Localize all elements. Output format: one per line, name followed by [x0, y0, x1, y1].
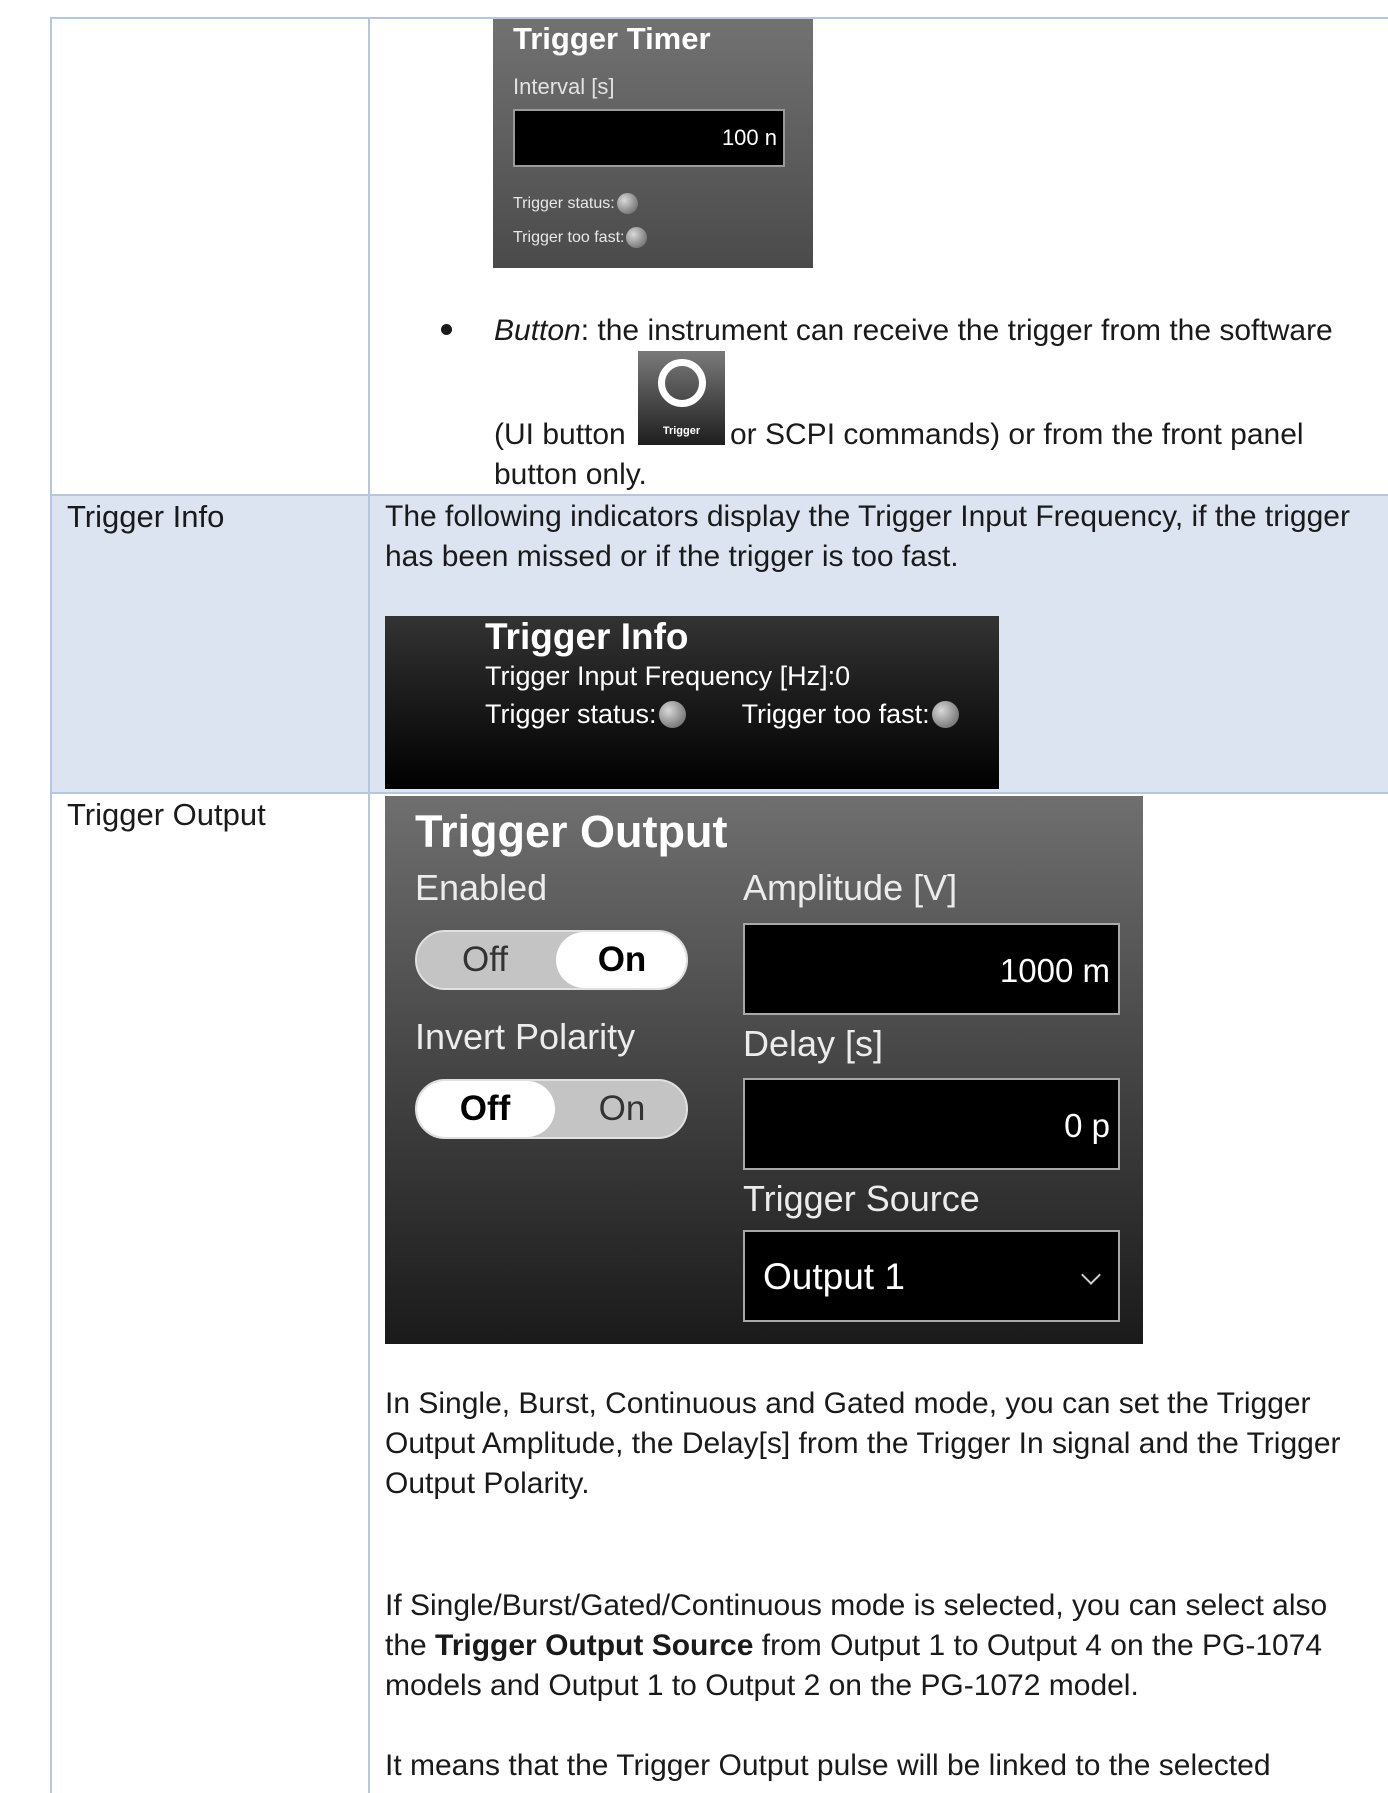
trigger-too-fast-label: Trigger too fast:: [513, 228, 625, 246]
trigger-target-icon: [658, 359, 706, 407]
trigger-ui-button[interactable]: [638, 351, 725, 445]
trigger-input-frequency-value: 0: [835, 661, 851, 691]
trigger-timer-panel: [493, 19, 813, 268]
trigger-input-frequency-label: Trigger Input Frequency [Hz]:: [485, 661, 836, 691]
trigger-timer-title: Trigger Timer: [513, 21, 711, 56]
trigger-status-row: [513, 193, 638, 214]
bullet-icon: [441, 324, 452, 335]
trigger-info-panel: [385, 616, 999, 789]
trigger-info-too-fast-label: Trigger too fast:: [741, 699, 930, 729]
invert-on-option[interactable]: On: [598, 1089, 646, 1128]
trigger-status-label: Trigger status:: [513, 194, 615, 212]
invert-polarity-label: Invert Polarity: [415, 1016, 636, 1057]
enabled-off-option[interactable]: Off: [461, 940, 509, 979]
trigger-button-caption: Trigger: [662, 425, 701, 437]
enabled-label: Enabled: [415, 867, 548, 908]
table-row-divider: [50, 792, 1388, 794]
trigger-info-too-fast-led-icon: [932, 701, 959, 728]
trigger-output-p2-line2-c: from Output 1 to Output 4 on the PG-1074: [753, 1629, 1323, 1662]
table-column-divider: [368, 17, 370, 1793]
interval-label: Interval [s]: [513, 74, 615, 99]
amplitude-input[interactable]: [743, 923, 1120, 1015]
delay-label: Delay [s]: [743, 1023, 884, 1064]
trigger-source-select[interactable]: [743, 1230, 1120, 1322]
trigger-input-frequency-row: [485, 661, 850, 692]
table-row-divider: [50, 494, 1388, 496]
chevron-down-icon[interactable]: [1081, 1265, 1101, 1285]
trigger-output-p1-line2: Output Amplitude, the Delay[s] from the Trigger In signal and the Trigger: [385, 1427, 1341, 1460]
button-item-line2a: (UI button: [494, 418, 626, 451]
trigger-output-p2-line1: If Single/Burst/Gated/Continuous mode is selected, you can select also: [385, 1589, 1328, 1622]
invert-off-option[interactable]: Off: [459, 1089, 511, 1128]
trigger-info-status-label: Trigger status:: [485, 699, 657, 729]
amplitude-value: 1000 m: [999, 952, 1110, 989]
trigger-too-fast-row: [513, 227, 647, 248]
trigger-info-desc-line1: The following indicators display the Trigger Input Frequency, if the trigger: [385, 500, 1350, 533]
button-item-line1: [494, 311, 1333, 351]
delay-input[interactable]: [743, 1078, 1120, 1170]
trigger-source-label: Trigger Source: [743, 1178, 980, 1219]
enabled-toggle[interactable]: [415, 930, 688, 990]
trigger-output-p2-line2: [385, 1626, 1322, 1666]
button-item-line3: button only.: [494, 458, 647, 491]
amplitude-label: Amplitude [V]: [743, 867, 958, 908]
trigger-output-source-term: Trigger Output Source: [435, 1629, 754, 1662]
table-border-left: [50, 17, 52, 1793]
trigger-output-panel: [385, 796, 1143, 1344]
trigger-output-p3-line1: It means that the Trigger Output pulse will be linked to the selected: [385, 1749, 1271, 1782]
trigger-too-fast-led-icon: [626, 227, 647, 248]
interval-value: 100 n: [721, 125, 777, 150]
button-item-term: Button: [494, 314, 581, 347]
trigger-output-p1-line3: Output Polarity.: [385, 1467, 590, 1500]
trigger-output-p2-line2-a: the: [385, 1629, 436, 1662]
button-item-line2b: or SCPI commands) or from the front panel: [730, 418, 1304, 451]
trigger-output-p2-line3: models and Output 1 to Output 2 on the PG-1072 model.: [385, 1669, 1139, 1702]
trigger-status-led-icon: [617, 193, 638, 214]
trigger-info-title: Trigger Info: [485, 616, 689, 657]
interval-input[interactable]: [513, 109, 785, 167]
trigger-output-title: Trigger Output: [415, 806, 728, 857]
trigger-source-value: Output 1: [763, 1256, 905, 1297]
invert-polarity-toggle[interactable]: [415, 1079, 688, 1139]
trigger-info-status-led-icon: [659, 701, 686, 728]
row-label-trigger-output: Trigger Output: [67, 797, 266, 832]
trigger-output-p1-line1: In Single, Burst, Continuous and Gated mode, you can set the Trigger: [385, 1387, 1311, 1420]
row-label-trigger-info: Trigger Info: [67, 499, 225, 534]
enabled-on-option[interactable]: On: [597, 940, 647, 979]
delay-value: 0 p: [1064, 1107, 1110, 1144]
button-item-text1: : the instrument can receive the trigger from the software: [580, 314, 1333, 347]
trigger-info-status-row: [485, 699, 959, 730]
trigger-info-desc-line2: has been missed or if the trigger is too fast.: [385, 540, 959, 573]
